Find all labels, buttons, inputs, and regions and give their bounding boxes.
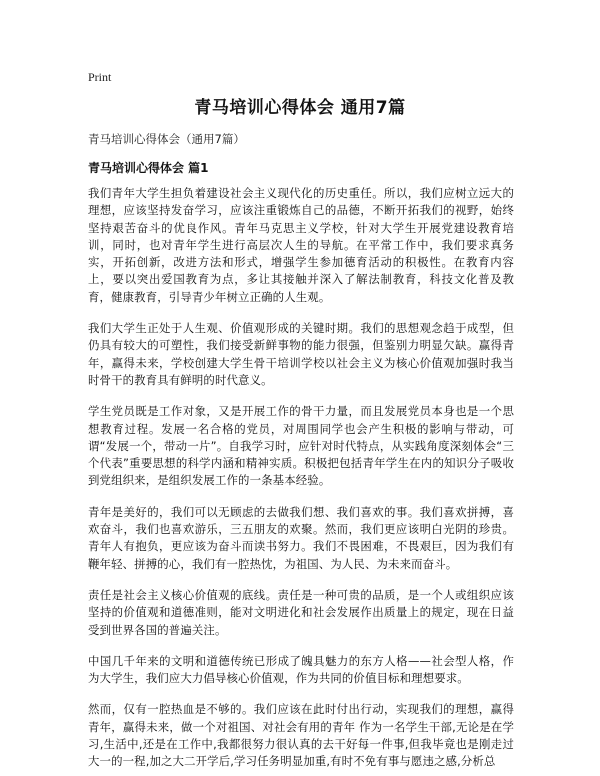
print-label: Print <box>88 70 112 84</box>
paragraph-6: 中国几千年来的文明和道德传统已形成了魄具魅力的东方人格——社会型人格，作为大学生，我们应大力倡导核心价值观，作为共同的价值目标和理想要求。 <box>88 653 514 686</box>
paragraph-5: 责任是社会主义核心价值观的底线。责任是一种可贵的品质，是一个人或组织应该坚持的价值观和道德准则，能对文明进化和社会发展作出质量上的规定，现在日益受到世界各国的普遍关注。 <box>88 587 514 637</box>
section-heading: 青马培训心得体会 篇1 <box>88 161 209 175</box>
paragraph-7: 然而，仅有一腔热血是不够的。我们应该在此时付出行动，实现我们的理想，赢得青年，赢得未来，做一个对祖国、对社会有用的青年 作为一名学生干部,无论是在学习,生活中,还是在工作中,我都很努力很认真的去干好每一件事,但我毕竟也是刚走过大一的一程,加之大二开学后,学习任务明显加重,有时不免有事与愿违之感,分析总 <box>88 702 514 769</box>
body-text <box>88 185 514 776</box>
paragraph-2: 我们大学生正处于人生观、价值观形成的关键时期。我们的思想观念趋于成型，但仍具有较大的可塑性，我们接受新鲜事物的能力很强，但鉴别力明显欠缺。赢得青年，赢得未来，学校创建大学生骨干培训学校以社会主义为核心价值观加强时我当时骨干的教育具有鲜明的时代意义。 <box>88 321 514 387</box>
paragraph-1: 我们青年大学生担负着建设社会主义现代化的历史重任。所以，我们应树立远大的理想，应该坚持发奋学习，应该注重锻炼自己的品德，不断开拓我们的视野，始终坚持艰苦奋斗的优良作风。青年马克思主义学校，针对大学生开展党建设教育培训，同时，也对青年学生进行高层次人生的导航。在平常工作中，我们要求真务实，开拓创新，改进方法和形式，增强学生参加德育活动的积极性。在教育内容上，要以突出爱国教育为点，多让其接触并深入了解法制教育，科技文化普及教育，健康教育，引导青少年树立正确的人生观。 <box>88 186 514 304</box>
document-title: 青马培训心得体会 通用7篇 <box>194 98 406 118</box>
paragraph-3: 学生党员既是工作对象，又是开展工作的骨干力量，而且发展党员本身也是一个思想教育过程。发展一名合格的党员，对周围同学也会产生积极的影响与带动，可谓“发展一个，带动一片”。自我学习时，应针对时代特点，从实践角度深刻体会“三个代表”重要思想的科学内涵和精神实质。积极把包括青年学生在内的知识分子吸收到党组织来，是组织发展工作的一条基本经验。 <box>88 404 514 488</box>
paragraph-4: 青年是美好的，我们可以无顾虑的去做我们想、我们喜欢的事。我们喜欢拼搏，喜欢奋斗，我们也喜欢游乐，三五朋友的欢聚。然而，我们更应该明白光阴的珍贵。青年人有抱负，更应该为奋斗而读书努力。我们不畏困难，不畏艰巨，因为我们有鞭年轻、拼搏的心，我们有一腔热忱，为祖国、为人民、为未来而奋斗。 <box>88 504 514 571</box>
document-subtitle: 青马培训心得体会（通用7篇） <box>88 132 245 146</box>
